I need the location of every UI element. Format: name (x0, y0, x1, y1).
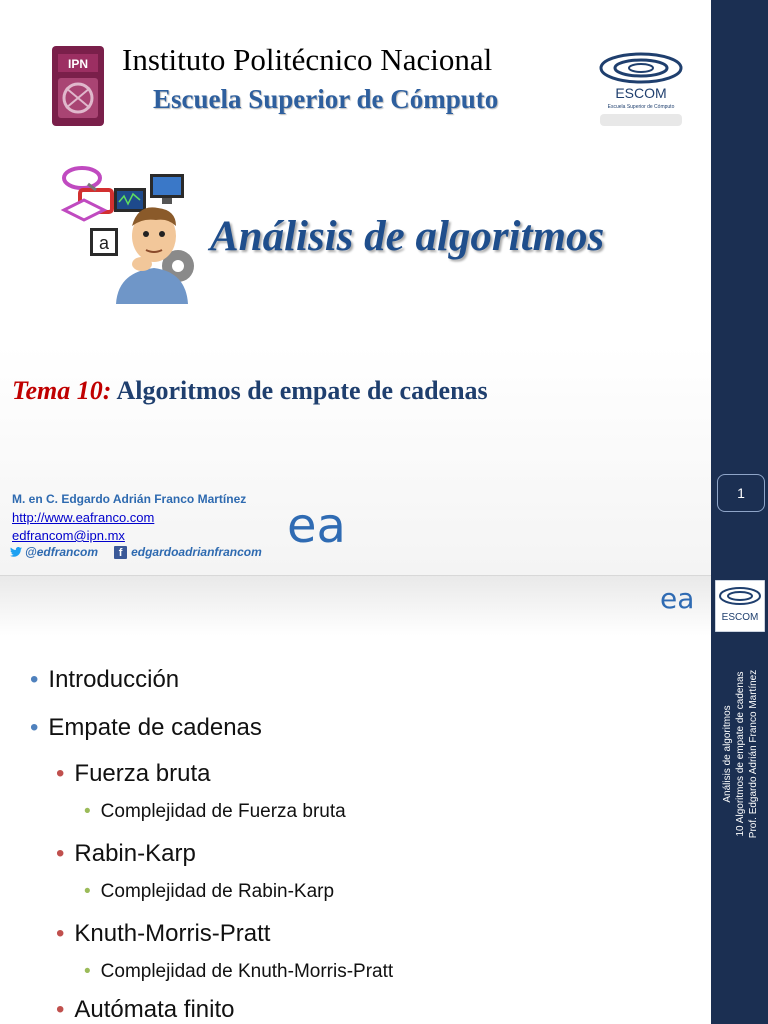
contents-slide (0, 576, 711, 1024)
list-item: • Empate de cadenas (30, 714, 262, 741)
escom-sidebar-logo-icon (715, 580, 765, 632)
school-name: Escuela Superior de Cómputo (153, 84, 499, 114)
list-item: • Autómata finito (56, 996, 235, 1023)
author-name: M. en C. Edgardo Adrián Franco Martínez (12, 492, 247, 506)
escom-logo-subtext: Escuela Superior de Cómputo (607, 104, 675, 110)
ipn-logo-icon (50, 44, 106, 128)
escom-sidebar-text: ESCOM (721, 612, 759, 623)
ea-logo-text: ea (287, 500, 346, 548)
ipn-logo-text: IPN (67, 57, 89, 71)
facebook-icon: f (114, 546, 127, 559)
svg-text:a: a (98, 233, 110, 253)
ea-logo-icon (287, 500, 377, 548)
course-title: Análisis de algoritmos (210, 213, 605, 260)
email-link[interactable]: edfrancom@ipn.mx (12, 528, 125, 543)
list-item: • Introducción (30, 666, 180, 693)
list-item: • Knuth-Morris-Pratt (56, 920, 271, 947)
website-link[interactable]: http://www.eafranco.com (12, 510, 155, 525)
ea-logo-small-text: ea (660, 582, 695, 612)
ea-logo-small-icon (660, 582, 708, 612)
topic-heading (12, 376, 488, 406)
list-item: • Complejidad de Knuth-Morris-Pratt (84, 961, 394, 982)
twitter-handle[interactable]: @edfrancom (25, 545, 99, 559)
list-item: • Complejidad de Fuerza bruta (84, 801, 346, 822)
social-handles (10, 545, 262, 559)
list-item: • Fuerza bruta (56, 760, 211, 787)
thinking-figure-illustration-icon (58, 164, 208, 304)
sidebar-line-3: Prof. Edgardo Adrián Franco Martínez (748, 669, 759, 839)
topic-name: Algoritmos de empate de cadenas (116, 376, 488, 405)
facebook-handle[interactable]: edgardoadrianfrancom (131, 545, 262, 559)
list-item: • Complejidad de Rabin-Karp (84, 881, 335, 902)
sidebar-line-2: 10 Algoritmos de empate de cadenas (735, 671, 746, 837)
escom-logo-icon (596, 44, 686, 128)
sidebar-footer-text (722, 654, 766, 854)
topic-label: Tema 10: (12, 376, 112, 405)
list-item: • Rabin-Karp (56, 840, 196, 867)
sidebar-line-1: Análisis de algoritmos (722, 705, 733, 803)
twitter-icon (10, 547, 22, 557)
sidebar-panel (711, 0, 768, 1024)
institution-name: Instituto Politécnico Nacional (122, 42, 493, 77)
slide-number-badge: 1 (717, 474, 765, 512)
escom-logo-text: ESCOM (615, 85, 667, 101)
